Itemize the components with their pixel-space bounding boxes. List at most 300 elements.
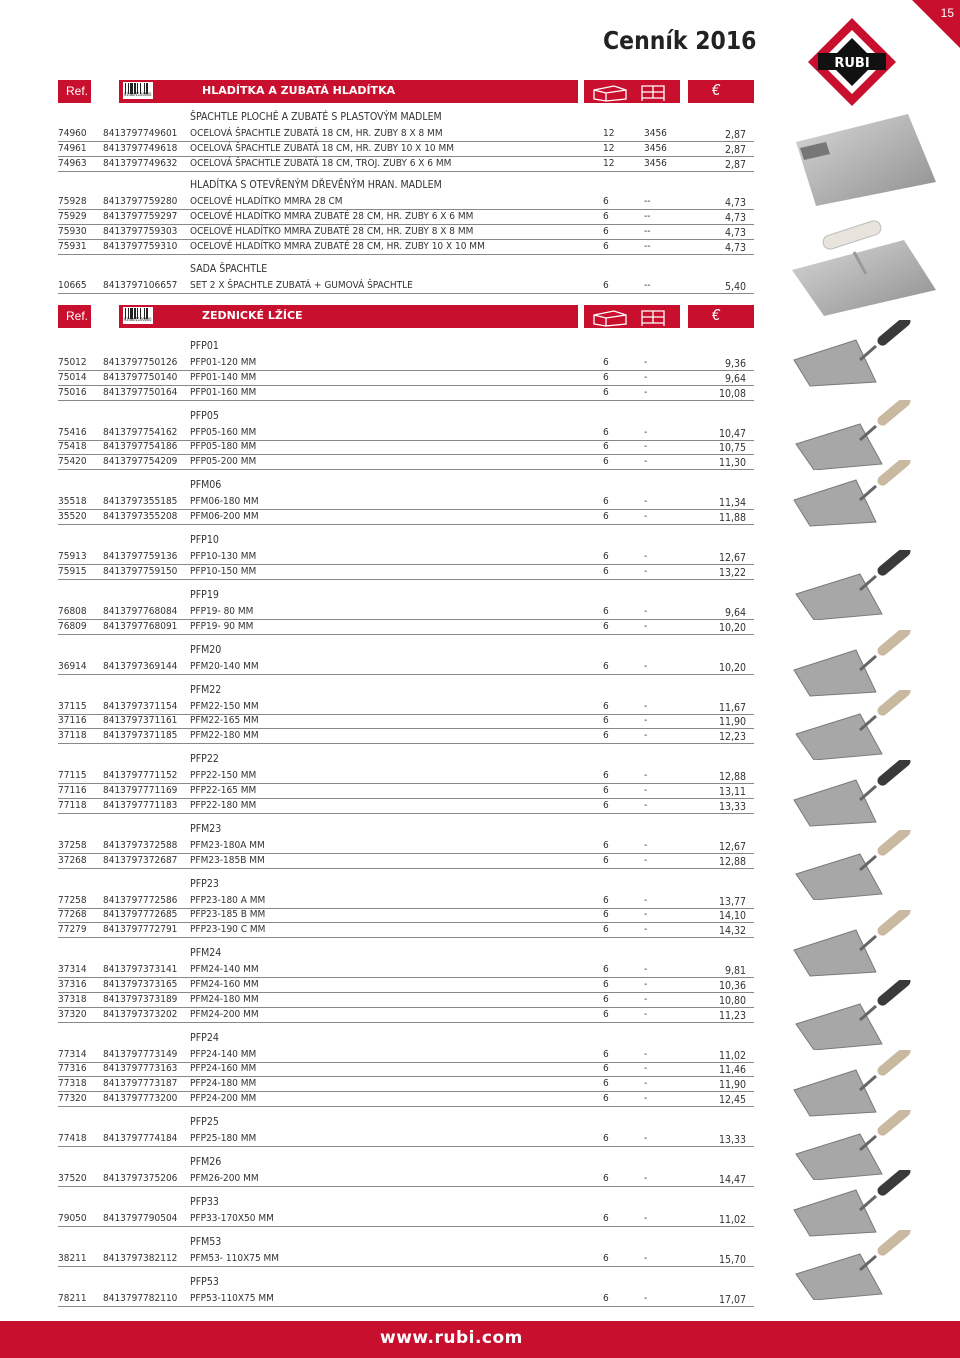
table-row [58, 509, 754, 525]
ref-cell: 77116 [58, 785, 87, 796]
trowel-photo [790, 830, 920, 900]
box-qty-cell: 6 [603, 979, 609, 990]
price-cell: 10,20 [718, 661, 746, 674]
box-qty-cell: 6 [603, 386, 609, 398]
pallet-qty-cell: - [644, 1213, 648, 1224]
section-title: ZEDNICKÉ LŽÍCE [190, 305, 578, 328]
description-cell: PFM24-140 MM [190, 964, 259, 976]
table-row [58, 699, 754, 715]
ean-cell: 8413797355185 [103, 496, 178, 508]
description-cell: OCELOVÉ HLADÍTKO MMRA ZUBATÉ 28 CM, HR. ZUBY 6 X 6 MM [190, 211, 474, 223]
product-group-title: PFM26 [190, 1156, 222, 1168]
pallet-qty-cell: - [644, 894, 648, 906]
price-cell: 11,34 [718, 497, 746, 510]
trowel-photo [790, 980, 920, 1050]
ean-cell: 8413797771152 [103, 770, 178, 782]
pallet-qty-cell: - [644, 605, 648, 617]
price-cell: 11,90 [718, 716, 746, 729]
price-cell: 4,73 [724, 241, 746, 254]
table-row [58, 549, 754, 565]
description-cell: PFP22-180 MM [190, 799, 257, 811]
ean-cell: 8413797754209 [103, 456, 178, 468]
ean-cell: 8413797373202 [103, 1008, 178, 1020]
pallet-qty-cell: - [644, 964, 648, 976]
description-cell: PFM22-150 MM [190, 700, 259, 712]
table-row [58, 239, 754, 255]
price-cell: 10,47 [718, 427, 746, 440]
ref-cell: 10665 [58, 279, 87, 291]
price-cell: 9,64 [724, 606, 746, 619]
table-row [58, 278, 754, 294]
ref-cell: 75915 [58, 565, 87, 577]
price-cell: 5,40 [724, 280, 746, 293]
description-cell: PFP05-180 MM [190, 441, 257, 453]
product-group-title: PFM06 [190, 479, 222, 492]
box-qty-cell: 6 [603, 839, 609, 851]
pallet-qty-cell: - [644, 1173, 648, 1184]
box-qty-cell: 6 [603, 715, 609, 727]
description-cell: PFP19- 90 MM [190, 620, 254, 632]
pallet-qty-cell: - [644, 551, 648, 562]
box-icon [590, 307, 630, 327]
box-qty-cell: 6 [603, 964, 609, 976]
trowel-wooden-handle-photo [784, 212, 944, 316]
ean-cell: 8413797759280 [103, 196, 178, 208]
pallet-qty-cell: 3456 [644, 128, 667, 139]
price-cell: 11,88 [718, 512, 746, 524]
pallet-qty-cell: - [644, 799, 648, 811]
ean-cell: 8413797372588 [103, 839, 178, 851]
pallet-qty-cell: - [644, 386, 648, 398]
price-cell: 12,88 [718, 771, 746, 784]
ean-cell: 8413797773149 [103, 1048, 178, 1060]
ref-cell: 37318 [58, 993, 87, 1005]
price-cell: 2,87 [724, 143, 746, 156]
pallet-qty-cell: - [644, 441, 648, 453]
pallet-qty-cell: - [644, 1093, 648, 1104]
box-icon [590, 82, 630, 102]
description-cell: PFP53-110X75 MM [190, 1293, 274, 1304]
product-group-title: PFM24 [190, 947, 222, 960]
pallet-qty-cell: - [644, 700, 648, 712]
pallet-qty-cell: - [644, 1078, 648, 1090]
ref-cell: 37115 [58, 700, 87, 712]
box-qty-cell: 6 [603, 565, 609, 577]
box-qty-cell: 6 [603, 770, 609, 782]
ref-cell: 37520 [58, 1173, 87, 1184]
pallet-icon [634, 82, 674, 102]
pallet-qty-cell: - [644, 620, 648, 632]
ref-cell: 35518 [58, 496, 87, 508]
ean-cell: 8413797754162 [103, 426, 178, 438]
website-link[interactable]: www.rubi.com [380, 1328, 523, 1348]
barcode-number: 934801106600 [124, 92, 152, 97]
table-row [58, 126, 754, 142]
price-column-label [688, 80, 754, 103]
box-qty-cell: 6 [603, 1078, 609, 1090]
pallet-qty-cell: - [644, 854, 648, 866]
description-cell: PFP23-185 B MM [190, 909, 266, 921]
description-cell: PFP10-130 MM [190, 551, 257, 562]
price-cell: 12,88 [718, 855, 746, 868]
pallet-qty-cell: - [644, 1063, 648, 1075]
price-cell: 14,47 [718, 1174, 746, 1186]
rubi-logo-text: RUBI [834, 56, 870, 71]
box-qty-cell: 6 [603, 785, 609, 796]
description-cell: OCELOVÉ HLADÍTKO MMRA 28 CM [190, 196, 343, 208]
pallet-qty-cell: - [644, 993, 648, 1005]
table-row [58, 1076, 754, 1092]
product-group-title: ŠPACHTLE PLOCHÉ A ZUBATÉ S PLASTOVÝM MADLEM [190, 111, 442, 123]
ean-cell: 8413797774184 [103, 1133, 178, 1144]
price-cell: 11,02 [718, 1214, 746, 1226]
box-qty-cell: 6 [603, 441, 609, 453]
description-cell: PFP25-180 MM [190, 1133, 257, 1144]
ean-cell: 8413797106657 [103, 279, 178, 291]
price-cell: 13,77 [718, 895, 746, 908]
table-row [58, 141, 754, 157]
price-cell: 11,30 [718, 457, 746, 470]
ean-cell: 8413797773187 [103, 1078, 178, 1090]
ean-cell: 8413797772791 [103, 924, 178, 936]
product-group-title: PFM53 [190, 1236, 222, 1248]
ean-cell: 8413797772586 [103, 894, 178, 906]
trowel-photo [790, 690, 920, 760]
table-row [58, 619, 754, 635]
description-cell: PFP24-160 MM [190, 1063, 257, 1075]
ean-cell: 8413797355208 [103, 511, 178, 522]
description-cell: PFP24-200 MM [190, 1093, 257, 1104]
table-row [58, 224, 754, 240]
table-row [58, 768, 754, 784]
trowel-photo [790, 460, 920, 530]
ean-cell: 8413797371161 [103, 715, 178, 727]
box-qty-cell: 6 [603, 240, 609, 252]
ean-cell: 8413797772685 [103, 909, 178, 921]
ref-cell: 77318 [58, 1078, 87, 1090]
product-group-title: PFP10 [190, 534, 219, 546]
description-cell: PFM24-160 MM [190, 979, 259, 990]
page-number: 15 [940, 6, 954, 20]
barcode-icon [123, 82, 153, 99]
ean-cell: 8413797759136 [103, 551, 178, 562]
ean-cell: 8413797749618 [103, 142, 178, 154]
table-row [58, 385, 754, 401]
table-row [58, 494, 754, 510]
table-row [58, 1171, 754, 1187]
table-row [58, 713, 754, 729]
description-cell: PFM26-200 MM [190, 1173, 259, 1184]
ref-cell: 37316 [58, 979, 87, 990]
table-row [58, 853, 754, 869]
ref-cell: 75012 [58, 357, 87, 368]
pallet-qty-cell: - [644, 371, 648, 383]
pallet-qty-cell: - [644, 1048, 648, 1060]
ean-cell: 8413797771183 [103, 799, 178, 811]
table-row [58, 370, 754, 386]
table-row [58, 425, 754, 441]
product-group-title: HLADÍTKA S OTEVŘENÝM DŘEVĚNÝM HRAN. MADLEM [190, 179, 442, 192]
ref-cell: 77115 [58, 770, 87, 782]
ean-cell: 8413797773200 [103, 1093, 178, 1104]
ean-cell: 8413797750164 [103, 386, 178, 398]
description-cell: PFM24-200 MM [190, 1008, 259, 1020]
pallet-qty-cell: 3456 [644, 157, 667, 169]
ean-cell: 8413797790504 [103, 1213, 178, 1224]
table-row [58, 1211, 754, 1227]
ref-cell: 37116 [58, 715, 87, 727]
box-qty-cell: 6 [603, 211, 609, 223]
price-cell: 15,70 [718, 1254, 746, 1266]
product-group-title: PFP33 [190, 1196, 219, 1208]
pallet-qty-cell: - [644, 785, 648, 796]
ean-cell: 8413797373165 [103, 979, 178, 990]
pallet-qty-cell: - [644, 770, 648, 782]
table-row [58, 893, 754, 909]
ref-cell: 77258 [58, 894, 87, 906]
price-cell: 14,10 [718, 910, 746, 923]
description-cell: OCELOVÉ HLADÍTKO MMRA ZUBATÉ 28 CM, HR. ZUBY 10 X 10 MM [190, 240, 485, 252]
pallet-qty-cell: - [644, 1133, 648, 1144]
box-qty-cell: 6 [603, 1213, 609, 1224]
table-row [58, 1061, 754, 1077]
ref-cell: 37258 [58, 839, 87, 851]
ref-cell: 74960 [58, 128, 87, 139]
description-cell: PFP23-180 A MM [190, 894, 266, 906]
pallet-qty-cell: - [644, 924, 648, 936]
description-cell: PFP33-170X50 MM [190, 1213, 274, 1224]
ref-cell: 75913 [58, 551, 87, 562]
table-row [58, 728, 754, 744]
price-cell: 12,45 [718, 1094, 746, 1106]
pallet-qty-cell: - [644, 1008, 648, 1020]
box-qty-cell: 6 [603, 1173, 609, 1184]
price-cell: 2,87 [724, 129, 746, 141]
box-qty-cell: 6 [603, 909, 609, 921]
ean-cell: 8413797750126 [103, 357, 178, 368]
product-group-title: PFM20 [190, 643, 222, 656]
price-cell: 11,67 [718, 701, 746, 714]
description-cell: PFM22-180 MM [190, 730, 259, 742]
price-cell: 10,36 [718, 980, 746, 992]
pallet-qty-cell: -- [644, 240, 651, 252]
box-qty-cell: 6 [603, 196, 609, 208]
ref-cell: 77268 [58, 909, 87, 921]
description-cell: PFM20-140 MM [190, 660, 259, 672]
price-cell: 12,67 [718, 840, 746, 853]
pallet-qty-cell: - [644, 839, 648, 851]
ref-cell: 75931 [58, 240, 87, 252]
product-group-title: PFP25 [190, 1116, 219, 1128]
table-row [58, 922, 754, 938]
description-cell: PFM22-165 MM [190, 715, 259, 727]
box-qty-cell: 6 [603, 357, 609, 368]
description-cell: PFP05-160 MM [190, 426, 257, 438]
pallet-qty-cell: - [644, 730, 648, 742]
ean-cell: 8413797773163 [103, 1063, 178, 1075]
box-qty-cell: 12 [603, 157, 615, 169]
ref-cell: 77320 [58, 1093, 87, 1104]
product-group-title: PFP23 [190, 877, 219, 890]
ref-cell: 35520 [58, 511, 87, 522]
box-qty-cell: 6 [603, 496, 609, 508]
table-row [58, 1007, 754, 1023]
box-qty-cell: 6 [603, 551, 609, 562]
pallet-qty-cell: -- [644, 226, 651, 237]
ref-cell: 77118 [58, 799, 87, 811]
description-cell: SET 2 X ŠPACHTLE ZUBATÁ + GUMOVÁ ŠPACHTLE [190, 279, 413, 291]
ref-cell: 76809 [58, 620, 87, 632]
table-row [58, 604, 754, 620]
pallet-qty-cell: - [644, 1293, 648, 1304]
box-qty-cell: 6 [603, 226, 609, 237]
notched-spatula-photo [786, 112, 940, 212]
price-cell: 9,81 [724, 965, 746, 978]
ean-cell: 8413797771169 [103, 785, 178, 796]
price-cell: 14,32 [718, 925, 746, 938]
table-row [58, 564, 754, 580]
ean-cell: 8413797782110 [103, 1293, 178, 1304]
packaging-icons [584, 305, 680, 328]
trowel-photo [790, 550, 920, 620]
product-group-title: PFP53 [190, 1276, 219, 1288]
ref-cell: 74961 [58, 142, 87, 154]
box-qty-cell: 6 [603, 456, 609, 468]
ref-column-label: Ref. [58, 305, 91, 328]
box-qty-cell: 6 [603, 1048, 609, 1060]
ref-cell: 77316 [58, 1063, 87, 1075]
description-cell: PFM23-185B MM [190, 854, 265, 866]
table-row [58, 962, 754, 978]
product-group-title: SADA ŠPACHTLE [190, 262, 268, 275]
table-row [58, 454, 754, 470]
description-cell: OCELOVÁ ŠPACHTLE ZUBATÁ 18 CM, TROJ. ZUBY 6 X 6 MM [190, 157, 452, 169]
ean-cell: 8413797759310 [103, 240, 178, 252]
pallet-icon [634, 307, 674, 327]
ean-cell: 8413797369144 [103, 660, 178, 672]
section-header [58, 80, 754, 103]
box-qty-cell: 6 [603, 730, 609, 742]
trowel-photo [790, 910, 920, 980]
page-title: Cenník 2016 [603, 26, 757, 55]
description-cell: OCELOVÁ ŠPACHTLE ZUBATÁ 18 CM, HR. ZUBY 10 X 10 MM [190, 142, 455, 154]
pallet-qty-cell: - [644, 456, 648, 468]
ref-cell: 75416 [58, 426, 87, 438]
ref-cell: 36914 [58, 660, 87, 672]
ean-cell: 8413797372687 [103, 854, 178, 866]
table-row [58, 977, 754, 993]
box-qty-cell: 6 [603, 605, 609, 617]
box-qty-cell: 6 [603, 854, 609, 866]
pallet-qty-cell: 3456 [644, 142, 667, 154]
ean-cell: 8413797754186 [103, 441, 178, 453]
pallet-qty-cell: - [644, 909, 648, 921]
section-header [58, 305, 754, 328]
price-cell: 13,33 [718, 1134, 746, 1146]
ref-cell: 76808 [58, 605, 87, 617]
description-cell: PFP01-160 MM [190, 386, 257, 398]
product-group-title: PFM23 [190, 822, 222, 835]
price-cell: 10,08 [718, 387, 746, 400]
description-cell: PFM06-200 MM [190, 511, 259, 522]
ref-cell: 37320 [58, 1008, 87, 1020]
pallet-qty-cell: - [644, 496, 648, 508]
table-row [58, 209, 754, 225]
box-qty-cell: 6 [603, 1093, 609, 1104]
ref-cell: 75420 [58, 456, 87, 468]
table-row [58, 1291, 754, 1307]
product-group-title: PFP22 [190, 753, 219, 766]
ref-cell: 79050 [58, 1213, 87, 1224]
barcode-number: 934801106600 [124, 317, 152, 322]
ref-cell: 77314 [58, 1048, 87, 1060]
ean-cell: 8413797759297 [103, 211, 178, 223]
price-cell: 13,11 [718, 786, 746, 798]
ref-cell: 74963 [58, 157, 87, 169]
ref-cell: 77418 [58, 1133, 87, 1144]
trowel-photo [790, 760, 920, 830]
ean-cell: 8413797750140 [103, 371, 178, 383]
pallet-qty-cell: -- [644, 211, 651, 223]
box-qty-cell: 6 [603, 511, 609, 522]
ean-cell: 8413797382112 [103, 1253, 178, 1264]
product-group-title: PFP05 [190, 409, 219, 422]
price-cell: 13,22 [718, 566, 746, 579]
pallet-qty-cell: - [644, 979, 648, 990]
ean-cell: 8413797373141 [103, 964, 178, 976]
box-qty-cell: 6 [603, 1063, 609, 1075]
table-row [58, 907, 754, 923]
table-row [58, 156, 754, 172]
description-cell: PFP01-140 MM [190, 371, 257, 383]
table-row [58, 1131, 754, 1147]
pallet-qty-cell: - [644, 565, 648, 577]
ref-cell: 75928 [58, 196, 87, 208]
price-cell: 2,87 [724, 158, 746, 171]
product-group-title: PFP24 [190, 1031, 219, 1044]
description-cell: PFP10-150 MM [190, 565, 257, 577]
description-cell: PFM06-180 MM [190, 496, 259, 508]
price-cell: 10,20 [718, 621, 746, 634]
box-qty-cell: 6 [603, 924, 609, 936]
pallet-qty-cell: - [644, 511, 648, 522]
table-row [58, 1047, 754, 1063]
description-cell: OCELOVÉ HLADÍTKO MMRA ZUBATÉ 28 CM, HR. ZUBY 8 X 8 MM [190, 226, 474, 237]
box-qty-cell: 6 [603, 620, 609, 632]
price-column-label [688, 305, 754, 328]
footer-bar [0, 1321, 960, 1358]
price-cell: 9,36 [724, 358, 746, 370]
pallet-qty-cell: - [644, 357, 648, 368]
description-cell: PFP23-190 C MM [190, 924, 266, 936]
table-row [58, 659, 754, 675]
table-row [58, 798, 754, 814]
packaging-icons [584, 80, 680, 103]
section-title: HLADÍTKA A ZUBATÁ HLADÍTKA [190, 80, 578, 103]
barcode-icon [123, 307, 153, 324]
price-cell: 10,75 [718, 442, 746, 455]
ref-cell: 75418 [58, 441, 87, 453]
ean-cell: 8413797373189 [103, 993, 178, 1005]
pallet-qty-cell: - [644, 660, 648, 672]
price-cell: 11,46 [718, 1064, 746, 1077]
product-group-title: PFP01 [190, 340, 219, 352]
price-cell: 12,67 [718, 552, 746, 564]
description-cell: PFM53- 110X75 MM [190, 1253, 280, 1264]
price-cell: 10,80 [718, 994, 746, 1007]
description-cell: PFM23-180A MM [190, 839, 265, 851]
description-cell: OCELOVÁ ŠPACHTLE ZUBATÁ 18 CM, HR. ZUBY 8 X 8 MM [190, 128, 443, 139]
